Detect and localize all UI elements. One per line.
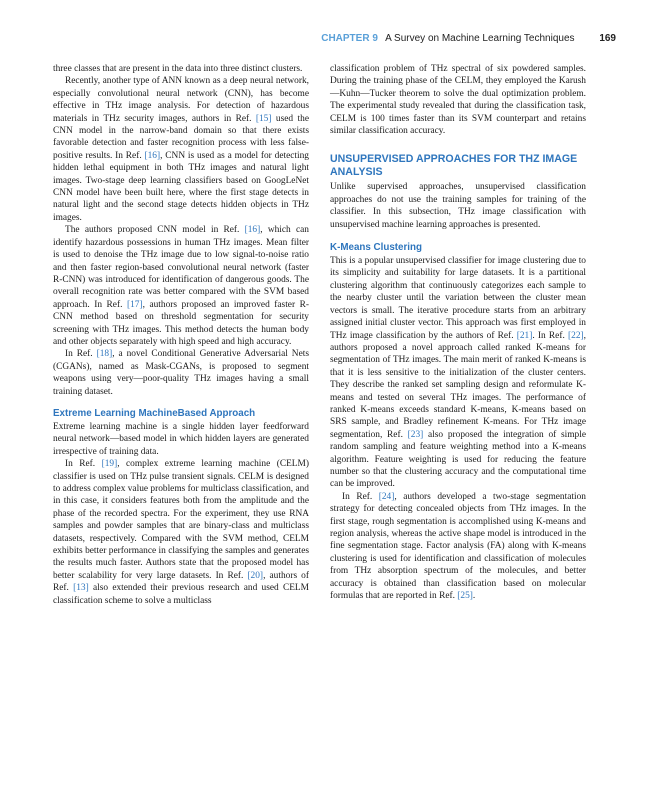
- citation-link[interactable]: [25]: [457, 591, 473, 602]
- section-heading-elm: Extreme Learning MachineBased Approach: [53, 407, 256, 419]
- text-run: , which can identify hazardous possessions in human THz images. Mean filter is used to denoise the THz image due to low signal-to-noise ratio and then faster region-based convolutional neural network (faster R-CNN) was introduced for identification of dangerous goods. The overall recognition rate was better compared with the SVM based approach. In Ref.: [53, 225, 309, 310]
- text-run: In Ref.: [65, 349, 97, 360]
- citation-link[interactable]: [21]: [516, 330, 533, 341]
- citation-link[interactable]: [16]: [244, 225, 261, 236]
- paragraph: three classes that are present in the data into three distinct clusters.: [53, 64, 303, 74]
- citation-link[interactable]: [16]: [144, 150, 161, 161]
- text-run: Recently, another type of ANN known as a deep neural network, especially convolutional neural network (CNN), has become effective in THz image analysis. For detection of hazardous materials in THz security images, authors in Ref.: [53, 76, 309, 124]
- section-heading-kmeans: K-Means Clustering: [330, 242, 422, 254]
- citation-link[interactable]: [19]: [101, 459, 118, 470]
- paragraph: [53, 348, 309, 398]
- paragraph: [53, 224, 309, 348]
- section-heading-unsupervised: UNSUPERVISED APPROACHES FOR THZ IMAGE ANALYSIS: [330, 153, 578, 179]
- text-run: .: [472, 591, 476, 602]
- citation-link[interactable]: [18]: [96, 349, 113, 360]
- paragraph: Unlike supervised approaches, unsupervised classification approaches do not use the training samples for training of the classifier. In this subsection, THz image classification with unsupervised machine learning approaches is presented.: [330, 182, 586, 230]
- citation-link[interactable]: [24]: [378, 491, 395, 502]
- text-run: also extended their previous research and used CELM classification scheme to solve a multiclass: [53, 583, 309, 606]
- citation-link[interactable]: [15]: [255, 113, 272, 124]
- left-column: [53, 63, 309, 607]
- text-run: , authors proposed a novel approach called ranked K-means for segmentation of THz images. The main merit of ranked K-means is that it is less sensitive to the initialization of the cluster centers. They describe the ranked set sampling design and reformulate K-means and tested on several THz images. The performance of ranked K-means exceeds standard K-means, K-means based on SRS sample, and Bradley refinement K-means. For THz image segmentation, Ref.: [330, 330, 586, 440]
- paragraph: [330, 491, 586, 603]
- text-run: used the CNN model in the narrow-band domain so that there exists favorable detection and faster recognition process with less false-positive results. In Ref.: [53, 113, 309, 161]
- text-run: also proposed the integration of simple random sampling and feature weighting method into a K-means algorithm. Feature weighting is used for reducing the feature number so that the clustering accuracy and the computational time can be improved.: [330, 429, 586, 490]
- text-run: The authors proposed CNN model in Ref.: [65, 225, 245, 236]
- text-run: , authors developed a two-stage segmentation strategy for detecting concealed objects from THz images. In the first stage, rough segmentation is accomplished using K-means and region analysis, whereas the active shape model is introduced in the fine segmentation stage. Factor analysis (FA) along with K-means clustering is used for identification and classification of molecules from THz absorption spectrum of the molecules, and better accuracy is obtained than classification based on molecular formulas that are reported in Ref.: [330, 491, 586, 602]
- chapter-title: A Survey on Machine Learning Techniques: [385, 33, 575, 44]
- paragraph: classification problem of THz spectral of six powdered samples. During the training phase of the CELM, they employed the Karush—Kuhn—Tucker theorem to solve the dual optimization problem. The experimental study revealed that during the classification task, CELM is 100 times faster than its SVM counterpart and retains similar classification accuracy.: [330, 64, 586, 137]
- text-run: . In Ref.: [532, 330, 569, 341]
- text-run: , complex extreme learning machine (CELM) classifier is used on THz pulse transient signals. CELM is designed to address complex value problems for multiclass classification, and in this case, it considers features both from the amplitude and the phase of the recorded spectra. For the experiment, they use RNA samples and powder samples that are binary-class and multiclass datasets, respectively. Compared with the SVM method, CELM exhibits better performance in classifying the samples and generates the results much faster. Authors state that the proposed model has better scalability for very large datasets. In Ref.: [53, 459, 309, 581]
- citation-link[interactable]: [23]: [407, 429, 424, 440]
- citation-link[interactable]: [20]: [247, 570, 264, 581]
- page-number: 169: [599, 33, 616, 44]
- text-run: In Ref.: [342, 491, 379, 502]
- text-run: , authors proposed an improved faster R-CNN method based on threshold segmentation for security screening with THz images. This method detects the human body and other objects separately with high speed and high accuracy.: [53, 299, 309, 347]
- citation-link[interactable]: [17]: [126, 299, 143, 310]
- text-run: , authors of Ref.: [53, 570, 309, 594]
- paragraph: [53, 458, 309, 607]
- paragraph: [53, 75, 309, 224]
- running-head: [0, 33, 616, 44]
- citation-link[interactable]: [22]: [568, 330, 584, 341]
- text-run: , CNN is used as a model for detecting hidden lethal equipment in both THz images and natural light images. Two-stage deep learning classifiers based on GoogLeNet CNN model have been built here, where the first stage detects in natural light and the second stage detects hidden objects in THz images.: [53, 150, 309, 223]
- text-run: , a novel Conditional Generative Adversarial Nets (CGANs), named as Mask-CGANs, is proposed to segment weapons using very—poor-quality THz images having a small training dataset.: [53, 349, 309, 397]
- paragraph: [330, 255, 586, 491]
- text-run: This is a popular unsupervised classifier for image clustering due to its simplicity and suitability for large datasets. It is a partitional clustering algorithm that continuously categorizes each sample to the nearby cluster until the variation between the cluster mean vectors is small. The iterative procedure starts from an arbitrary assigned initial cluster vector. This approach was first employed in THz image classification by the authors of Ref.: [330, 256, 586, 341]
- chapter-label: CHAPTER 9: [321, 33, 378, 44]
- right-column: [330, 63, 586, 602]
- paragraph: Extreme learning machine is a single hidden layer feedforward neural network—based model in which hidden layers are generated irrespective of training data.: [53, 421, 309, 457]
- text-run: In Ref.: [65, 459, 102, 470]
- citation-link[interactable]: [13]: [73, 583, 89, 594]
